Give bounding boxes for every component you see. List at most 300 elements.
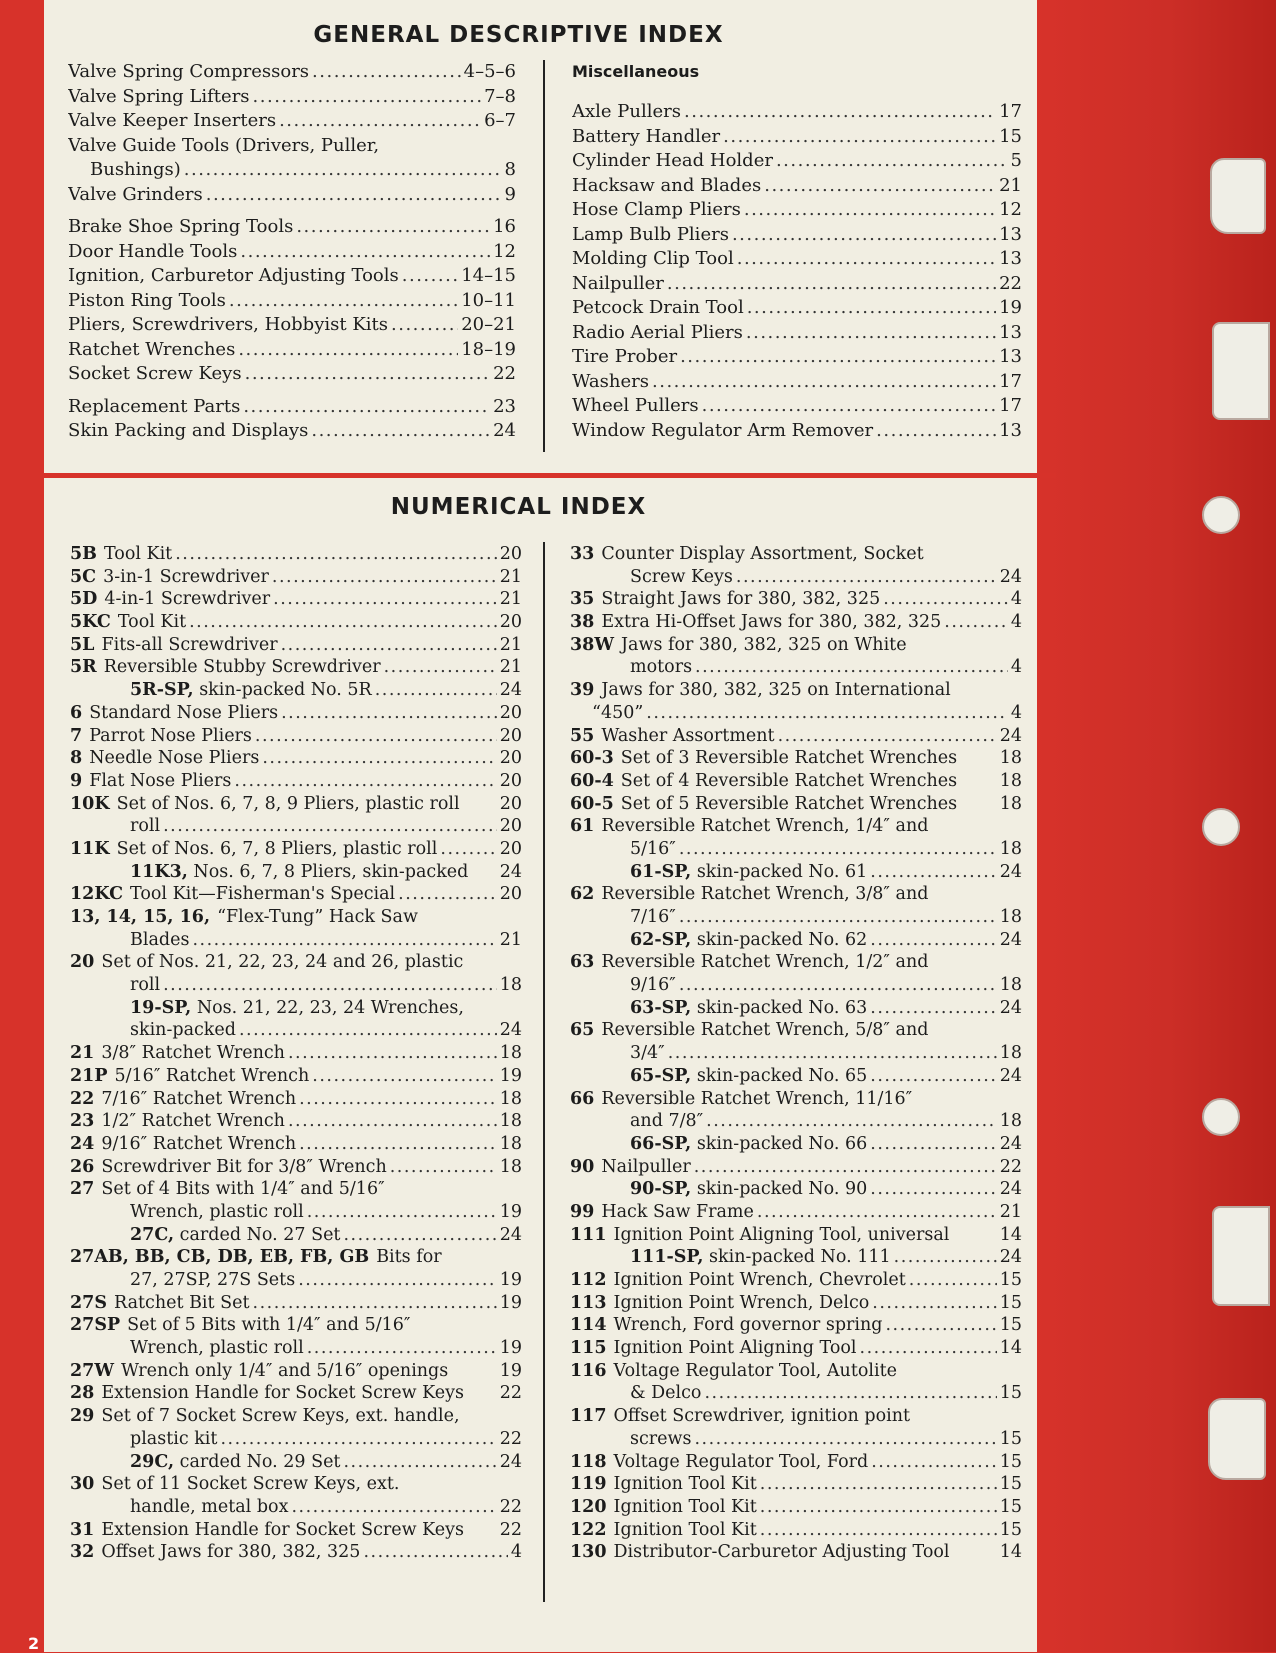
dot-leader	[375, 679, 497, 702]
entry-description: Distributor-Carburetor Adjusting Tool	[613, 1542, 950, 1563]
entry-text	[118, 611, 186, 634]
dot-leader	[281, 702, 497, 725]
entry-description: 1/2″ Ratchet Wrench	[101, 1111, 285, 1132]
index-entry	[70, 815, 522, 838]
entry-description: screws	[630, 1428, 692, 1449]
entry-text	[130, 929, 189, 952]
page-reference: 15	[999, 1292, 1022, 1313]
page-reference: 18	[999, 1043, 1022, 1064]
entry-text	[101, 1110, 285, 1133]
index-entry	[70, 1133, 522, 1156]
page-reference: 6–7	[484, 110, 516, 131]
entry-text	[101, 951, 463, 974]
dot-leader	[240, 240, 490, 265]
sub-item-number: 11K3,	[130, 861, 188, 882]
entry-description: Screwdriver Bit for 3/8″ Wrench	[101, 1156, 387, 1177]
index-entry	[68, 60, 516, 85]
page-reference: 4	[1010, 657, 1022, 678]
entry-description: Valve Guide Tools (Drivers, Puller,	[68, 134, 380, 156]
entry-description: “Flex-Tung” Hack Saw	[217, 907, 418, 927]
entry-description: Wrench, Ford governor spring	[613, 1315, 883, 1336]
index-entry	[68, 419, 516, 444]
index-entry	[570, 1519, 1022, 1542]
page-reference: 19	[499, 1338, 522, 1359]
sub-item-number: 66-SP,	[630, 1133, 692, 1154]
dot-leader	[253, 1292, 497, 1315]
item-number: 118	[570, 1451, 607, 1472]
item-number: 33	[570, 544, 595, 564]
index-entry	[570, 1451, 1022, 1474]
entry-text	[121, 1360, 448, 1383]
page-reference: 18	[499, 1133, 522, 1154]
index-entry	[570, 1224, 1022, 1247]
dot-leader	[871, 1451, 997, 1474]
item-number: 27S	[70, 1292, 107, 1313]
index-entry	[570, 634, 1022, 657]
index-entry	[70, 634, 522, 657]
entry-text	[68, 85, 250, 110]
index-entry	[572, 419, 1022, 444]
entry-text	[630, 1110, 703, 1133]
dot-leader	[684, 100, 996, 125]
entry-text	[101, 1156, 386, 1179]
binder-tab-hole	[1210, 158, 1266, 234]
page-reference: 18	[999, 793, 1022, 814]
dot-leader	[440, 838, 496, 861]
miscellaneous-list	[572, 90, 1022, 443]
page-reference: 22	[999, 272, 1022, 294]
index-entry	[570, 815, 1022, 838]
dot-leader	[694, 1428, 996, 1451]
item-number: 10K	[70, 793, 110, 814]
binder-tab-hole	[1212, 1206, 1270, 1306]
dot-leader	[311, 419, 490, 444]
entry-description: Cylinder Head Holder	[572, 150, 773, 171]
entry-description: carded No. 27 Set	[179, 1224, 341, 1245]
page-reference: 24	[493, 420, 516, 441]
numerical-column-divider	[543, 542, 545, 1602]
group-spacer	[68, 207, 516, 215]
dot-leader	[239, 1019, 497, 1042]
dot-leader	[184, 158, 502, 183]
entry-text	[572, 394, 699, 419]
entry-description: Set of Nos. 6, 7, 8 Pliers, plastic roll	[116, 838, 438, 859]
entry-description: Set of 4 Bits with 1/4″ and 5/16″	[101, 1179, 385, 1200]
page-reference: 18	[499, 1111, 522, 1132]
index-entry	[570, 1088, 1022, 1111]
entry-text	[68, 134, 379, 159]
index-entry	[70, 1065, 522, 1088]
dot-leader	[279, 109, 481, 134]
index-entry	[70, 1519, 522, 1542]
dot-leader	[229, 289, 458, 314]
sub-item-number: 61-SP,	[630, 861, 692, 882]
entry-text	[630, 1178, 867, 1201]
page-reference: 18	[499, 1043, 522, 1064]
index-entry	[570, 906, 1022, 929]
index-entry	[570, 1337, 1022, 1360]
entry-text	[614, 1405, 910, 1428]
page-reference: 21	[499, 634, 522, 655]
entry-text	[621, 634, 907, 657]
entry-text	[601, 679, 950, 702]
sub-item-number: 27C,	[130, 1224, 175, 1245]
index-entry	[570, 725, 1022, 748]
entry-text	[614, 1519, 757, 1542]
entry-text	[601, 1156, 690, 1179]
entry-text	[130, 883, 395, 906]
entry-description: Axle Pullers	[572, 101, 681, 122]
sub-item-number: 63-SP,	[630, 997, 692, 1018]
dot-leader	[402, 264, 458, 289]
dot-leader	[760, 1496, 997, 1519]
index-entry	[570, 929, 1022, 952]
entry-description: Reversible Ratchet Wrench, 5/8″ and	[601, 1020, 929, 1041]
index-entry	[570, 861, 1022, 884]
entry-description: Reversible Ratchet Wrench, 1/2″ and	[601, 952, 929, 973]
item-number: 27AB, BB, CB, DB, EB, FB, GB	[70, 1247, 370, 1268]
entry-text	[630, 1065, 867, 1088]
item-number: 9	[70, 770, 83, 791]
page-reference: 4	[1010, 589, 1022, 610]
index-entry	[70, 1224, 522, 1247]
entry-description: Valve Keeper Inserters	[68, 110, 277, 131]
index-entry	[570, 702, 1022, 725]
page-reference: 14	[999, 1224, 1022, 1245]
index-entry	[570, 1042, 1022, 1065]
entry-text	[614, 1541, 950, 1564]
dot-leader	[390, 1156, 497, 1179]
entry-text	[630, 1382, 701, 1405]
index-entry	[572, 149, 1022, 174]
entry-description: Molding Clip Tool	[572, 248, 734, 269]
general-index-left-column	[68, 60, 516, 444]
entry-text	[68, 240, 237, 265]
entry-description: Petcock Drain Tool	[572, 297, 744, 318]
miscellaneous-heading: Miscellaneous	[572, 62, 700, 81]
item-number: 111	[570, 1224, 607, 1245]
entry-description: 9/16″ Ratchet Wrench	[101, 1133, 297, 1154]
entry-text	[630, 1428, 691, 1451]
group-spacer	[68, 387, 516, 395]
item-number: 115	[570, 1338, 607, 1359]
index-entry	[70, 1451, 522, 1474]
item-number: 23	[70, 1111, 95, 1132]
entry-text	[101, 634, 277, 657]
entry-description: 9/16″	[630, 975, 676, 996]
item-number: 24	[70, 1133, 95, 1154]
dot-leader	[245, 362, 491, 387]
entry-text	[101, 1519, 464, 1542]
page-reference: 9	[504, 183, 516, 205]
entry-text	[376, 1246, 441, 1269]
entry-text	[601, 725, 774, 748]
dot-leader	[870, 929, 996, 952]
entry-description: Voltage Regulator Tool, Ford	[613, 1451, 869, 1472]
dot-leader	[778, 725, 997, 748]
item-number: 11K	[70, 838, 110, 859]
dot-leader	[288, 1110, 497, 1133]
index-entry	[70, 1382, 522, 1405]
index-entry	[70, 1314, 522, 1337]
entry-description: Ignition Tool Kit	[613, 1474, 757, 1495]
page-reference: 24	[999, 929, 1022, 950]
entry-text	[101, 1178, 384, 1201]
page-reference: 20	[499, 748, 522, 769]
entry-text	[130, 997, 464, 1020]
entry-description: Ratchet Wrenches	[68, 338, 236, 360]
index-entry	[70, 770, 522, 793]
page-reference: 20	[499, 884, 522, 905]
entry-text	[601, 611, 941, 634]
entry-description: skin-packed	[130, 1020, 236, 1041]
index-entry	[570, 1110, 1022, 1133]
page-reference: 19	[499, 1360, 522, 1381]
entry-text	[68, 395, 240, 420]
entry-text	[614, 1269, 906, 1292]
page-reference: 21	[499, 657, 522, 678]
page-reference: 20	[499, 725, 522, 746]
dot-leader	[694, 1156, 997, 1179]
page-reference: 24	[999, 1247, 1022, 1268]
sub-item-number: 90-SP,	[630, 1179, 692, 1200]
index-entry	[570, 997, 1022, 1020]
entry-text	[68, 215, 293, 240]
entry-text	[630, 906, 676, 929]
entry-description: roll	[130, 816, 161, 837]
page-reference: 24	[999, 861, 1022, 882]
entry-description: Extension Handle for Socket Screw Keys	[101, 1383, 464, 1404]
page-reference: 21	[499, 929, 522, 950]
entry-text	[572, 370, 649, 395]
entry-description: Nos. 21, 22, 23, 24 Wrenches,	[196, 997, 464, 1018]
page-reference: 15	[999, 1428, 1022, 1449]
entry-text	[621, 793, 957, 816]
binder-ring-hole	[1202, 1098, 1240, 1136]
page-reference: 16	[493, 216, 516, 237]
page-reference: 20	[499, 838, 522, 859]
entry-description: 3/4″	[630, 1043, 665, 1064]
dot-leader	[679, 974, 997, 997]
entry-text	[630, 997, 867, 1020]
item-number: 5R	[70, 657, 97, 678]
entry-description: Washers	[572, 370, 649, 392]
page-reference: 18	[499, 1156, 522, 1177]
dot-leader	[876, 419, 996, 444]
entry-text	[614, 1314, 883, 1337]
index-entry	[572, 370, 1022, 395]
entry-text	[130, 1428, 217, 1451]
section-divider-line	[30, 473, 1056, 478]
entry-text	[630, 838, 676, 861]
sub-item-number: 62-SP,	[630, 929, 692, 950]
dot-leader	[870, 1065, 996, 1088]
page-reference: 15	[999, 1315, 1022, 1336]
dot-leader	[760, 1519, 997, 1542]
entry-description: Jaws for 380, 382, 325 on White	[621, 634, 907, 655]
entry-text	[614, 1337, 857, 1360]
entry-text	[601, 951, 928, 974]
page-reference: 24	[499, 1451, 522, 1472]
index-entry	[570, 1065, 1022, 1088]
item-number: 5B	[70, 544, 97, 564]
page-reference: 7–8	[484, 85, 516, 107]
dot-leader	[206, 183, 502, 208]
entry-text	[117, 838, 438, 861]
index-entry	[70, 974, 522, 997]
page-reference: 22	[499, 1519, 522, 1540]
entry-text	[130, 1201, 304, 1224]
item-number: 119	[570, 1474, 607, 1495]
entry-text	[572, 174, 761, 199]
entry-description: 3/8″ Ratchet Wrench	[101, 1043, 285, 1064]
entry-description: Parrot Nose Pliers	[89, 725, 252, 746]
entry-text	[130, 1337, 304, 1360]
page-reference: 15	[999, 125, 1022, 147]
entry-text	[630, 656, 692, 679]
page-reference: 19	[499, 1292, 522, 1313]
page-reference: 20	[499, 793, 522, 814]
sub-item-number: 111-SP,	[630, 1247, 704, 1268]
page-reference: 22	[999, 1156, 1022, 1177]
dot-leader	[909, 1269, 997, 1292]
binder-tab-hole	[1212, 322, 1270, 420]
entry-description: roll	[130, 975, 161, 996]
entry-text	[630, 929, 867, 952]
item-number: 116	[570, 1360, 607, 1381]
dot-leader	[736, 566, 997, 589]
item-number: 22	[70, 1088, 95, 1109]
index-entry	[570, 1019, 1022, 1042]
entry-description: Voltage Regulator Tool, Autolite	[613, 1360, 897, 1381]
sub-item-number: 65-SP,	[630, 1065, 692, 1086]
entry-description: skin-packed No. 90	[696, 1179, 868, 1200]
page-number: 2	[28, 1634, 40, 1653]
entry-description: Tool Kit	[103, 544, 173, 564]
index-entry	[68, 264, 516, 289]
page-reference: 15	[999, 1270, 1022, 1290]
dot-leader	[238, 338, 458, 363]
entry-text	[101, 1473, 399, 1496]
dot-leader	[667, 272, 996, 297]
entry-text	[130, 815, 160, 838]
entry-description: Washer Assortment	[601, 725, 775, 746]
page-reference: 24	[499, 861, 522, 882]
entry-text	[630, 566, 733, 589]
page-reference: 13	[999, 346, 1022, 367]
page-reference: 24	[999, 725, 1022, 746]
entry-description: Set of 4 Reversible Ratchet Wrenches	[620, 770, 958, 791]
binder-tab-hole	[1208, 1398, 1266, 1480]
index-entry	[570, 1541, 1022, 1564]
page-reference: 20	[499, 702, 522, 723]
dot-leader	[668, 1042, 997, 1065]
dot-leader	[652, 370, 996, 395]
page-reference: 22	[499, 1428, 522, 1449]
entry-text	[614, 1451, 869, 1474]
page-reference: 21	[999, 174, 1022, 196]
index-entry	[570, 974, 1022, 997]
entry-description: Straight Jaws for 380, 382, 325	[601, 589, 881, 610]
dot-leader	[253, 85, 482, 110]
index-entry	[68, 289, 516, 314]
index-entry	[570, 1428, 1022, 1451]
page-reference: 18	[999, 748, 1022, 769]
entry-text	[68, 362, 242, 387]
entry-text	[68, 264, 399, 289]
entry-description: Reversible Ratchet Wrench, 11/16″	[601, 1088, 913, 1109]
page-reference: 13	[999, 321, 1022, 343]
item-number: 114	[570, 1315, 607, 1336]
entry-description: Fits-all Screwdriver	[101, 634, 278, 655]
entry-description: 4-in-1 Screwdriver	[104, 589, 271, 610]
entry-description: Lamp Bulb Pliers	[572, 223, 729, 245]
item-number: 90	[570, 1156, 595, 1177]
item-number: 21P	[70, 1065, 108, 1086]
page-reference: 4–5–6	[463, 61, 516, 82]
entry-description: 5/16″	[630, 838, 676, 859]
dot-leader	[747, 296, 996, 321]
dot-leader	[870, 1178, 996, 1201]
entry-text	[68, 60, 309, 85]
dot-leader	[870, 861, 996, 884]
item-number: 27W	[70, 1360, 115, 1381]
page-reference: 14	[999, 1338, 1022, 1359]
item-number: 113	[570, 1292, 607, 1313]
entry-description: Valve Spring Lifters	[68, 85, 250, 107]
entry-description: Set of 11 Socket Screw Keys, ext.	[101, 1474, 400, 1495]
index-entry	[570, 1496, 1022, 1519]
entry-text	[130, 861, 468, 884]
dot-leader	[706, 1110, 997, 1133]
page-reference: 4	[1010, 612, 1022, 633]
entry-description: Set of 3 Reversible Ratchet Wrenches	[620, 748, 958, 769]
dot-leader	[307, 1337, 497, 1360]
entry-text	[614, 1292, 870, 1315]
index-entry	[570, 588, 1022, 611]
dot-leader	[288, 1042, 497, 1065]
item-number: 120	[570, 1496, 607, 1517]
entry-description: 7/16″ Ratchet Wrench	[101, 1088, 297, 1109]
page-reference: 23	[493, 395, 516, 417]
entry-description: Reversible Ratchet Wrench, 1/4″ and	[601, 816, 929, 837]
page-reference: 21	[499, 566, 522, 587]
index-entry	[570, 1473, 1022, 1496]
index-entry	[70, 1156, 522, 1179]
dot-leader	[243, 395, 490, 420]
page-reference: 4	[1010, 702, 1022, 723]
entry-text	[68, 338, 235, 363]
index-entry	[70, 838, 522, 861]
page-reference: 14	[999, 1542, 1022, 1563]
entry-text	[68, 183, 203, 208]
entry-description: motors	[630, 657, 693, 678]
entry-description: Door Handle Tools	[68, 240, 238, 262]
entry-text	[614, 1473, 757, 1496]
page-reference: 18	[999, 1111, 1022, 1132]
dot-leader	[746, 321, 996, 346]
dot-leader	[732, 223, 996, 248]
index-entry	[572, 174, 1022, 199]
index-entry	[68, 85, 516, 110]
dot-leader	[646, 702, 1008, 725]
item-number: 112	[570, 1270, 607, 1290]
entry-text	[614, 1224, 950, 1247]
item-number: 5KC	[70, 612, 111, 633]
dot-leader	[163, 815, 497, 838]
dot-leader	[192, 929, 496, 952]
item-number: 30	[70, 1474, 95, 1495]
